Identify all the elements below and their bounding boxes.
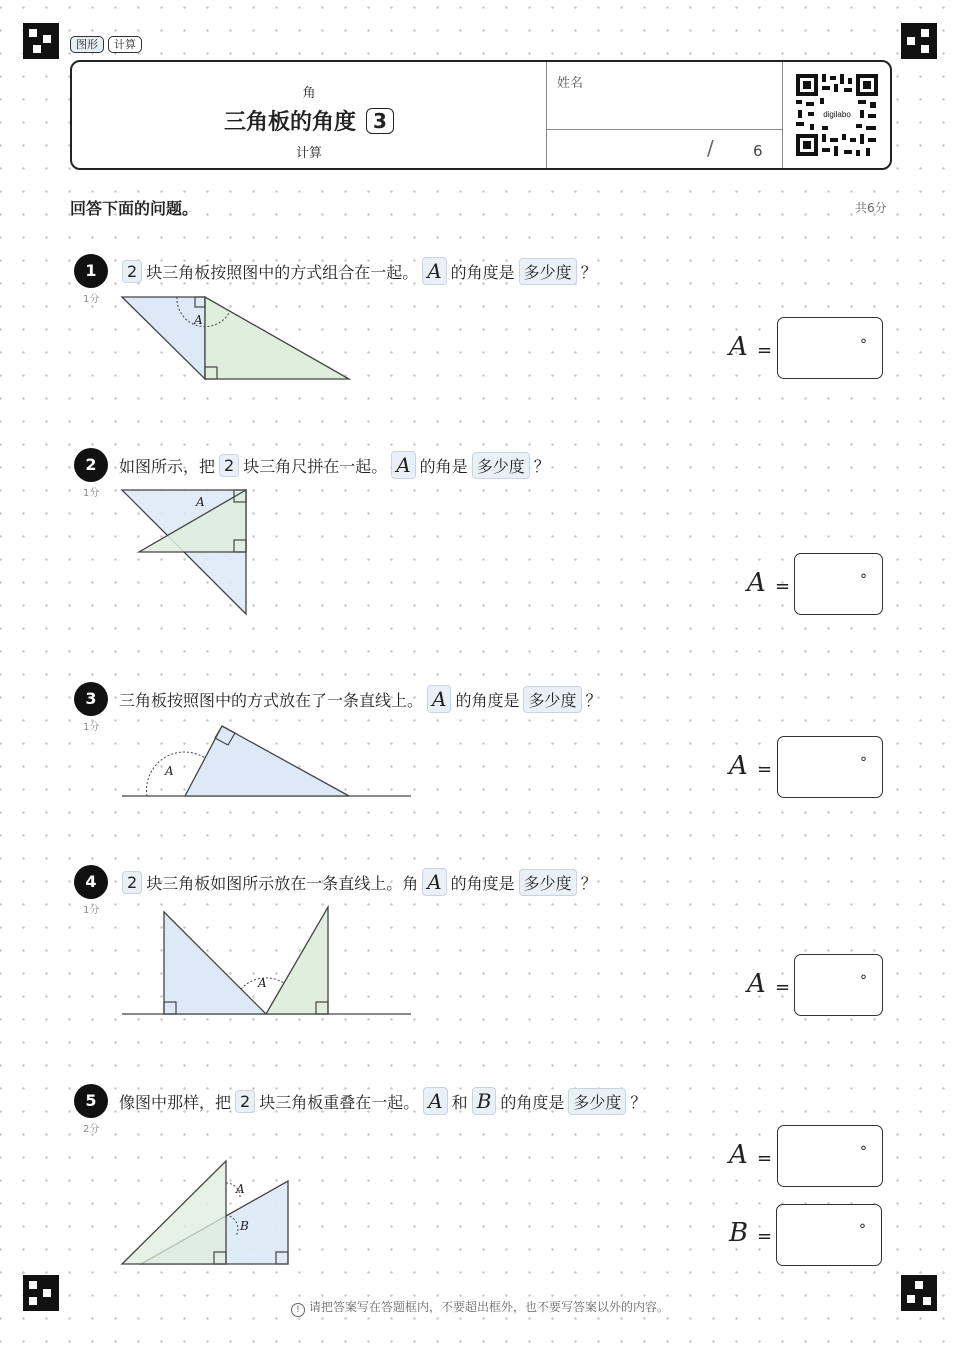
q5-degree-a: ° (860, 1144, 867, 1160)
q2-degree: ° (860, 572, 867, 588)
score-slash: / (707, 136, 714, 160)
q1-degree: ° (860, 337, 867, 353)
q2-figure-label: A (196, 495, 205, 509)
q2-equals: = (775, 576, 791, 597)
q3-equals: = (757, 759, 773, 780)
q4-count: 2 (122, 871, 142, 894)
q1-answer-label: A (729, 332, 748, 362)
q5-answer-label-b: B (729, 1218, 749, 1248)
q4-degree: ° (860, 973, 867, 989)
q4-how-many: 多少度 (519, 869, 577, 896)
q1-equals: = (757, 340, 773, 361)
q1-var: A (422, 257, 446, 285)
header-category: 计算 (295, 146, 322, 161)
question-points-5: 2分 (83, 1124, 100, 1135)
q1-count: 2 (122, 260, 142, 283)
q2-text-a: 如图所示，把 (119, 456, 216, 476)
footer-note (0, 1298, 960, 1317)
q5-figure-label-b: B (240, 1219, 249, 1233)
page-title-text: 三角板的角度 (224, 110, 357, 135)
q5-count: 2 (235, 1090, 255, 1113)
question-points-3: 1分 (83, 722, 100, 733)
q3-answer-label: A (729, 751, 748, 781)
q1-figure-label: A (194, 313, 203, 327)
q5-degree-b: ° (859, 1222, 866, 1238)
q4-figure-label: A (258, 976, 267, 990)
q2-var: A (391, 451, 415, 479)
q5-text-a: 像图中那样，把 (119, 1092, 232, 1112)
tag-shape: 图形 (70, 36, 104, 53)
q1-how-many: 多少度 (519, 258, 577, 285)
question-points-2: 1分 (83, 488, 100, 499)
info-icon: ! (291, 1303, 305, 1317)
q1-text-b: 的角度是 (450, 262, 515, 282)
score-total: 6 (753, 142, 763, 160)
q4-text-a: 块三角板如图所示放在一条直线上。角 (146, 873, 419, 893)
q5-equals-a: = (757, 1148, 773, 1169)
q2-text-b: 块三角尺拼在一起。 (243, 456, 388, 476)
q4-text-b: 的角度是 (450, 873, 515, 893)
question-number-5: 5 (74, 1084, 108, 1118)
q4-question-mark: ？ (580, 873, 597, 893)
instruction-text: 回答下面的问题。 (70, 199, 199, 218)
question-points-1: 1分 (83, 294, 100, 305)
q1-text-a: 块三角板按照图中的方式组合在一起。 (146, 262, 419, 282)
q3-var: A (427, 685, 451, 713)
q5-figure-label-a: A (236, 1182, 245, 1196)
question-number-3: 3 (74, 682, 108, 716)
q2-how-many: 多少度 (472, 452, 530, 479)
question-points-4: 1分 (83, 905, 100, 916)
total-points: 共6分 (855, 201, 887, 215)
question-number-1: 1 (74, 254, 108, 288)
question-number-2: 2 (74, 448, 108, 482)
q5-question-mark: ？ (630, 1092, 647, 1112)
footer-text: 请把答案写在答题框内，不要超出框外，也不要写答案以外的内容。 (308, 1300, 669, 1314)
q2-count: 2 (219, 454, 239, 477)
q5-equals-b: = (757, 1226, 773, 1247)
q1-question-mark: ？ (580, 262, 597, 282)
q5-how-many: 多少度 (568, 1088, 626, 1115)
q5-answer-box-b[interactable] (776, 1204, 882, 1266)
question-number-4: 4 (74, 865, 108, 899)
name-label: 姓名 (557, 76, 584, 91)
q5-answer-label-a: A (729, 1140, 748, 1170)
qr-caption: digilabo (823, 110, 851, 119)
q4-answer-label: A (747, 969, 766, 999)
q5-text-c: 和 (451, 1092, 468, 1112)
q3-text-a: 三角板按照图中的方式放在了一条直线上。 (119, 690, 424, 710)
q5-var-b: B (472, 1087, 497, 1115)
q2-answer-label: A (747, 568, 766, 598)
tag-calc: 计算 (108, 36, 142, 53)
q3-figure-label: A (165, 764, 174, 778)
q3-text-b: 的角度是 (455, 690, 520, 710)
q4-var: A (422, 868, 446, 896)
q5-var-a: A (423, 1087, 447, 1115)
q5-text-b: 块三角板重叠在一起。 (259, 1092, 420, 1112)
q3-degree: ° (860, 755, 867, 771)
q4-equals: = (775, 977, 791, 998)
q3-question-mark: ？ (585, 690, 602, 710)
q3-how-many: 多少度 (523, 686, 581, 713)
q2-question-mark: ？ (533, 456, 550, 476)
q5-text-d: 的角度是 (500, 1092, 565, 1112)
header-subtitle: 角 (302, 86, 316, 101)
q5-answer-box-a[interactable] (777, 1125, 883, 1187)
page-number-badge: 3 (366, 108, 394, 134)
q2-text-c: 的角是 (419, 456, 468, 476)
